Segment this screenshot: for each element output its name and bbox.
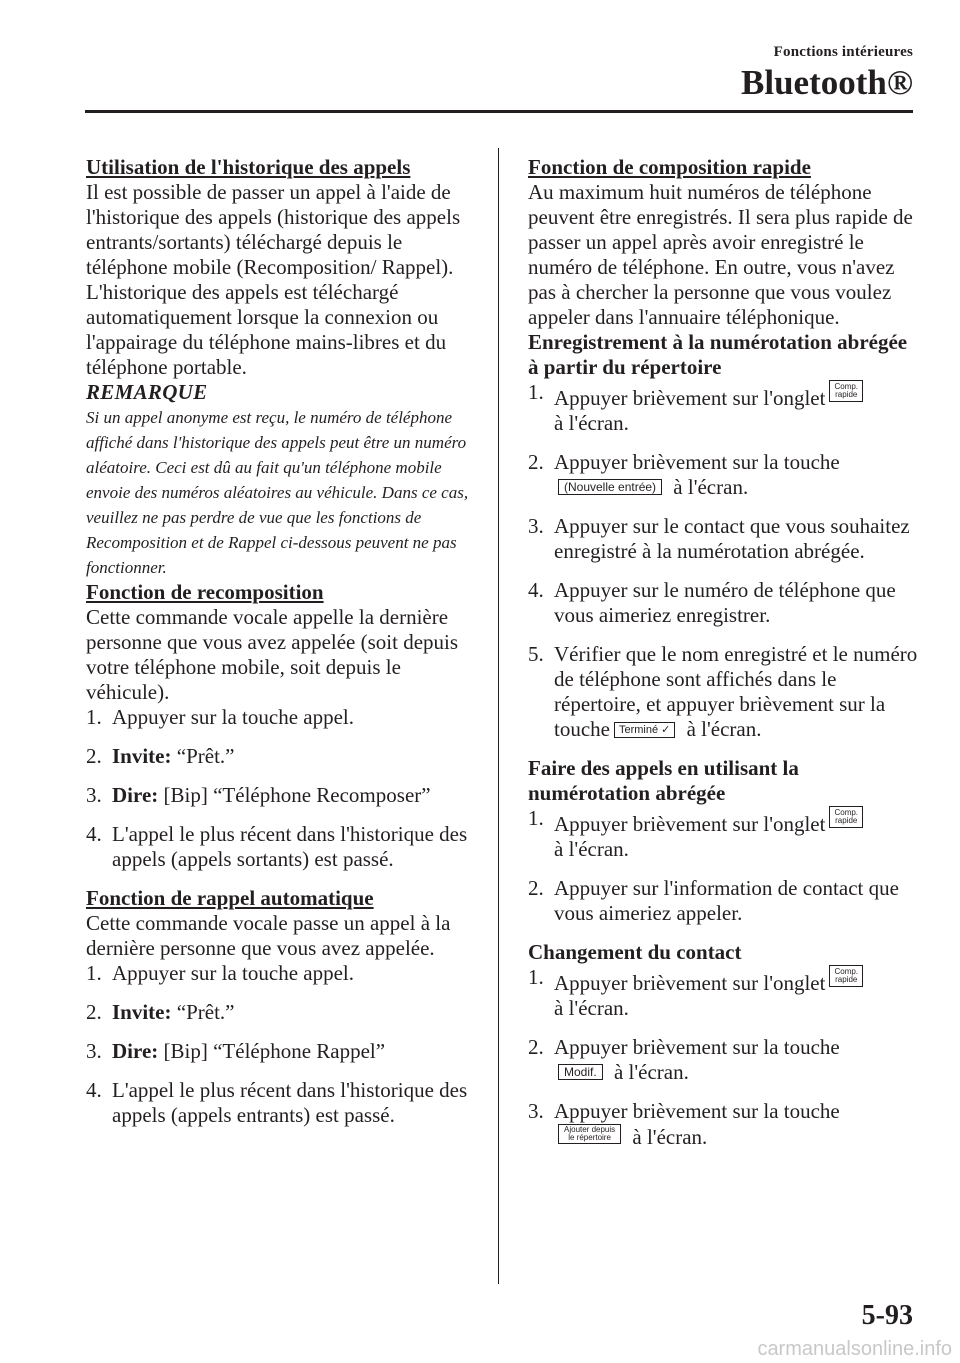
new-entry-key: (Nouvelle entrée) xyxy=(558,479,662,495)
paragraph-callback: Cette commande vocale passe un appel à la dernière personne que vous avez appelée. xyxy=(86,911,451,960)
page-header xyxy=(741,44,913,103)
paragraph-redial: Cette commande vocale appelle la dernière personne que vous avez appelée (soit depuis votre téléphone mobile, soit depuis le véhicule). xyxy=(86,605,459,704)
list-item: 3. Appuyer brièvement sur la touche Ajouter depuis le répertoire à l'écran. xyxy=(528,1099,840,1149)
list-item: 1. Appuyer brièvement sur l'onglet Comp. rapide à l'écran. xyxy=(528,380,920,436)
section-label: Fonctions intérieures xyxy=(773,44,913,60)
callback-steps xyxy=(86,961,472,1128)
heading-call-history: Utilisation de l'historique des appels xyxy=(86,155,411,179)
list-item: 3. Dire: [Bip] “Téléphone Rappel” xyxy=(86,1039,386,1063)
heading-redial: Fonction de recomposition xyxy=(86,580,324,604)
list-item: 2. Appuyer brièvement sur la touche Modif. à l'écran. xyxy=(528,1035,840,1084)
list-item: 3. Appuyer sur le contact que vous souhaitez enregistré à la numérotation abrégée. xyxy=(528,514,910,563)
list-item: 2. Appuyer sur l'information de contact que vous aimeriez appeler. xyxy=(528,876,899,925)
watermark: carmanualsonline.info xyxy=(757,1338,952,1360)
list-item: 4. L'appel le plus récent dans l'historique des appels (appels sortants) est passé. xyxy=(86,822,468,871)
heading-call-speed-dial: Faire des appels en utilisant la numérotation abrégée xyxy=(528,756,799,805)
add-from-phonebook-key: Ajouter depuis le répertoire xyxy=(558,1124,621,1144)
left-column xyxy=(86,155,472,1142)
list-item: 1. Appuyer sur la touche appel. xyxy=(86,961,355,985)
heading-speed-dial: Fonction de composition rapide xyxy=(528,155,811,179)
check-icon: ✓ xyxy=(661,724,671,736)
heading-register-speed-dial: Enregistrement à la numérotation abrégée à partir du répertoire xyxy=(528,330,908,379)
list-item: 5. Vérifier que le nom enregistré et le numéro de téléphone sont affichés dans le répertoire, et appuyer brièvement sur la touche Terminé ✓ à l'écran. xyxy=(528,642,918,741)
heading-callback: Fonction de rappel automatique xyxy=(86,886,374,910)
paragraph-call-history: Il est possible de passer un appel à l'aide de l'historique des appels (historique des appels entrants/sortants) téléchargé depuis le téléphone mobile (Recomposition/ Rappel). L'historique des appels est téléchargé automatiquement lorsque la connexion ou l'appairage du téléphone mains-libres et du téléphone portable. xyxy=(86,180,461,379)
page-number: 5-93 xyxy=(861,1300,913,1331)
modify-key: Modif. xyxy=(558,1064,603,1080)
list-item: 1. Appuyer brièvement sur l'onglet Comp. rapide à l'écran. xyxy=(528,806,920,862)
page-title: Bluetooth® xyxy=(741,63,913,102)
speed-dial-tab-key: Comp. rapide xyxy=(829,965,863,987)
note-text: Si un appel anonyme est reçu, le numéro de téléphone affiché dans l'historique des appels peut être un numéro aléatoire. Ceci est dû au fait qu'un téléphone mobile envoie des numéros aléatoires au véhicule. Dans ce cas, veuillez ne pas perdre de vue que les fonctions de Recomposition et de Rappel ci-dessous peuvent ne pas fonctionner. xyxy=(86,408,469,577)
redial-steps xyxy=(86,705,472,872)
heading-change-contact: Changement du contact xyxy=(528,940,742,964)
list-item: 2. Appuyer brièvement sur la touche (Nouvelle entrée) à l'écran. xyxy=(528,450,840,499)
list-item: 2. Invite: “Prêt.” xyxy=(86,744,235,768)
note-title: REMARQUE xyxy=(86,380,208,404)
done-key: Terminé ✓ xyxy=(614,722,675,738)
speed-dial-tab-key: Comp. rapide xyxy=(829,806,863,828)
list-item: 1. Appuyer brièvement sur l'onglet Comp. rapide à l'écran. xyxy=(528,965,920,1021)
list-item: 4. Appuyer sur le numéro de téléphone que vous aimeriez enregistrer. xyxy=(528,578,896,627)
list-item: 2. Invite: “Prêt.” xyxy=(86,1000,235,1024)
list-item: 4. L'appel le plus récent dans l'historique des appels (appels entrants) est passé. xyxy=(86,1078,468,1127)
list-item: 1. Appuyer sur la touche appel. xyxy=(86,705,355,729)
header-rule xyxy=(85,110,913,113)
right-column xyxy=(528,155,920,1164)
speed-dial-tab-key: Comp. rapide xyxy=(829,380,863,402)
paragraph-speed-dial: Au maximum huit numéros de téléphone peuvent être enregistrés. Il sera plus rapide de passer un appel après avoir enregistré le numéro de téléphone. En outre, vous n'avez pas à chercher la personne que vous voulez appeler dans l'annuaire téléphonique. xyxy=(528,180,913,329)
column-divider xyxy=(498,148,499,1284)
list-item: 3. Dire: [Bip] “Téléphone Recomposer” xyxy=(86,783,431,807)
